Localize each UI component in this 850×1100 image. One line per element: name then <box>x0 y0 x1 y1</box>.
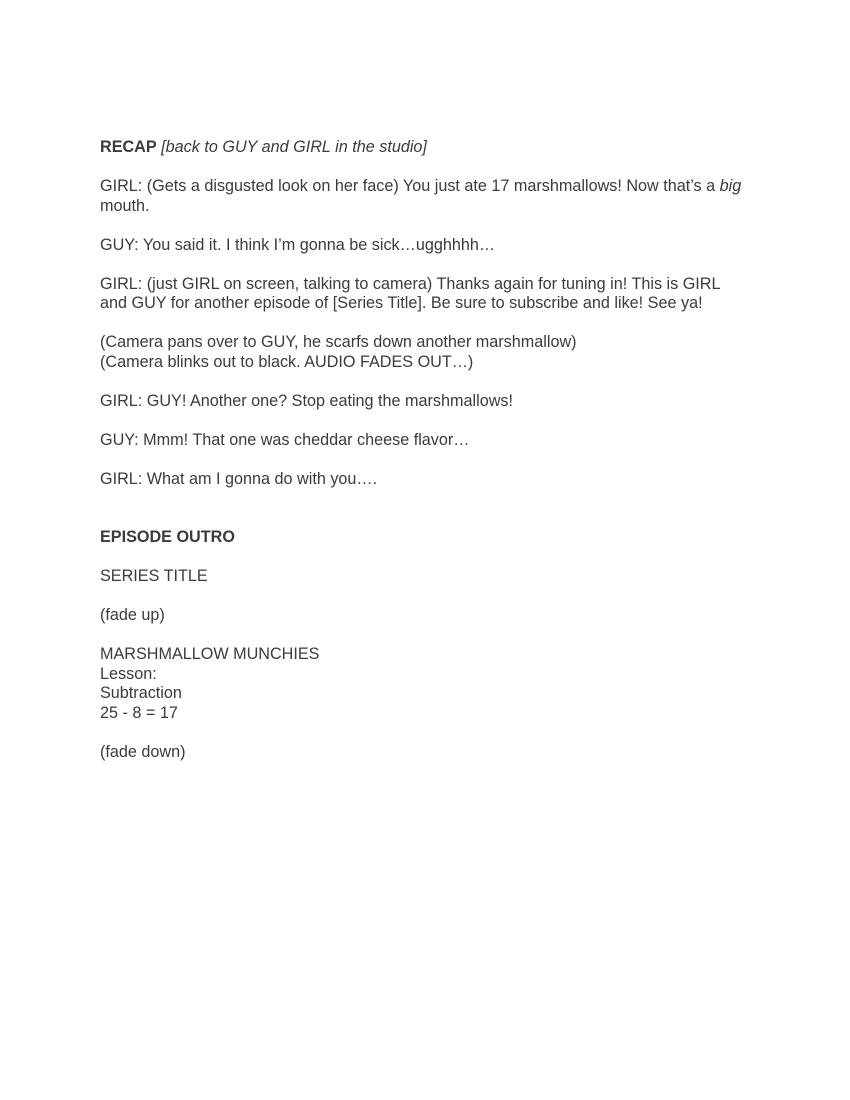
outro-fade-up: (fade up) <box>100 606 165 624</box>
outro-equation: 25 - 8 = 17 <box>100 703 178 722</box>
outro-fade-down: (fade down) <box>100 742 186 761</box>
direction-camera-pans: (Camera pans over to GUY, he scarfs down another marshmallow) <box>100 333 577 351</box>
dialogue-girl-what: GIRL: What am I gonna do with you…. <box>100 469 378 488</box>
dialogue-guy-cheddar: GUY: Mmm! That one was cheddar cheese flavor… <box>100 430 470 449</box>
dialogue-guy-sick: GUY: You said it. I think I’m gonna be sick…ugghhhh… <box>100 235 496 254</box>
dialogue-girl-another: GIRL: GUY! Another one? Stop eating the marshmallows! <box>100 391 513 410</box>
dialogue-emphasis: big <box>719 177 742 195</box>
script-page <box>100 138 750 762</box>
outro-segment-title: MARSHMALLOW MUNCHIES <box>100 645 320 663</box>
outro-lesson-label: Lesson: <box>100 664 157 683</box>
outro-series-title: SERIES TITLE <box>100 567 208 585</box>
dialogue-text: mouth. <box>100 196 150 215</box>
dialogue-girl-signoff: GIRL: (just GIRL on screen, talking to camera) Thanks again for tuning in! This is GIRL and GUY for another episode of [Series Title]. Be sure to subscribe and like! See ya! <box>100 274 720 312</box>
direction-camera-blinks: (Camera blinks out to black. AUDIO FADES OUT…) <box>100 352 474 371</box>
dialogue-text: GIRL: (Gets a disgusted look on her face) You just ate 17 marshmallows! Now that’s a <box>100 177 720 195</box>
recap-heading: RECAP <box>100 138 157 156</box>
recap-heading-line <box>100 138 750 158</box>
dialogue-girl-marshmallows <box>100 177 750 216</box>
outro-lesson: Subtraction <box>100 684 182 702</box>
outro-heading: EPISODE OUTRO <box>100 528 235 546</box>
recap-direction: [back to GUY and GIRL in the studio] <box>161 138 427 156</box>
